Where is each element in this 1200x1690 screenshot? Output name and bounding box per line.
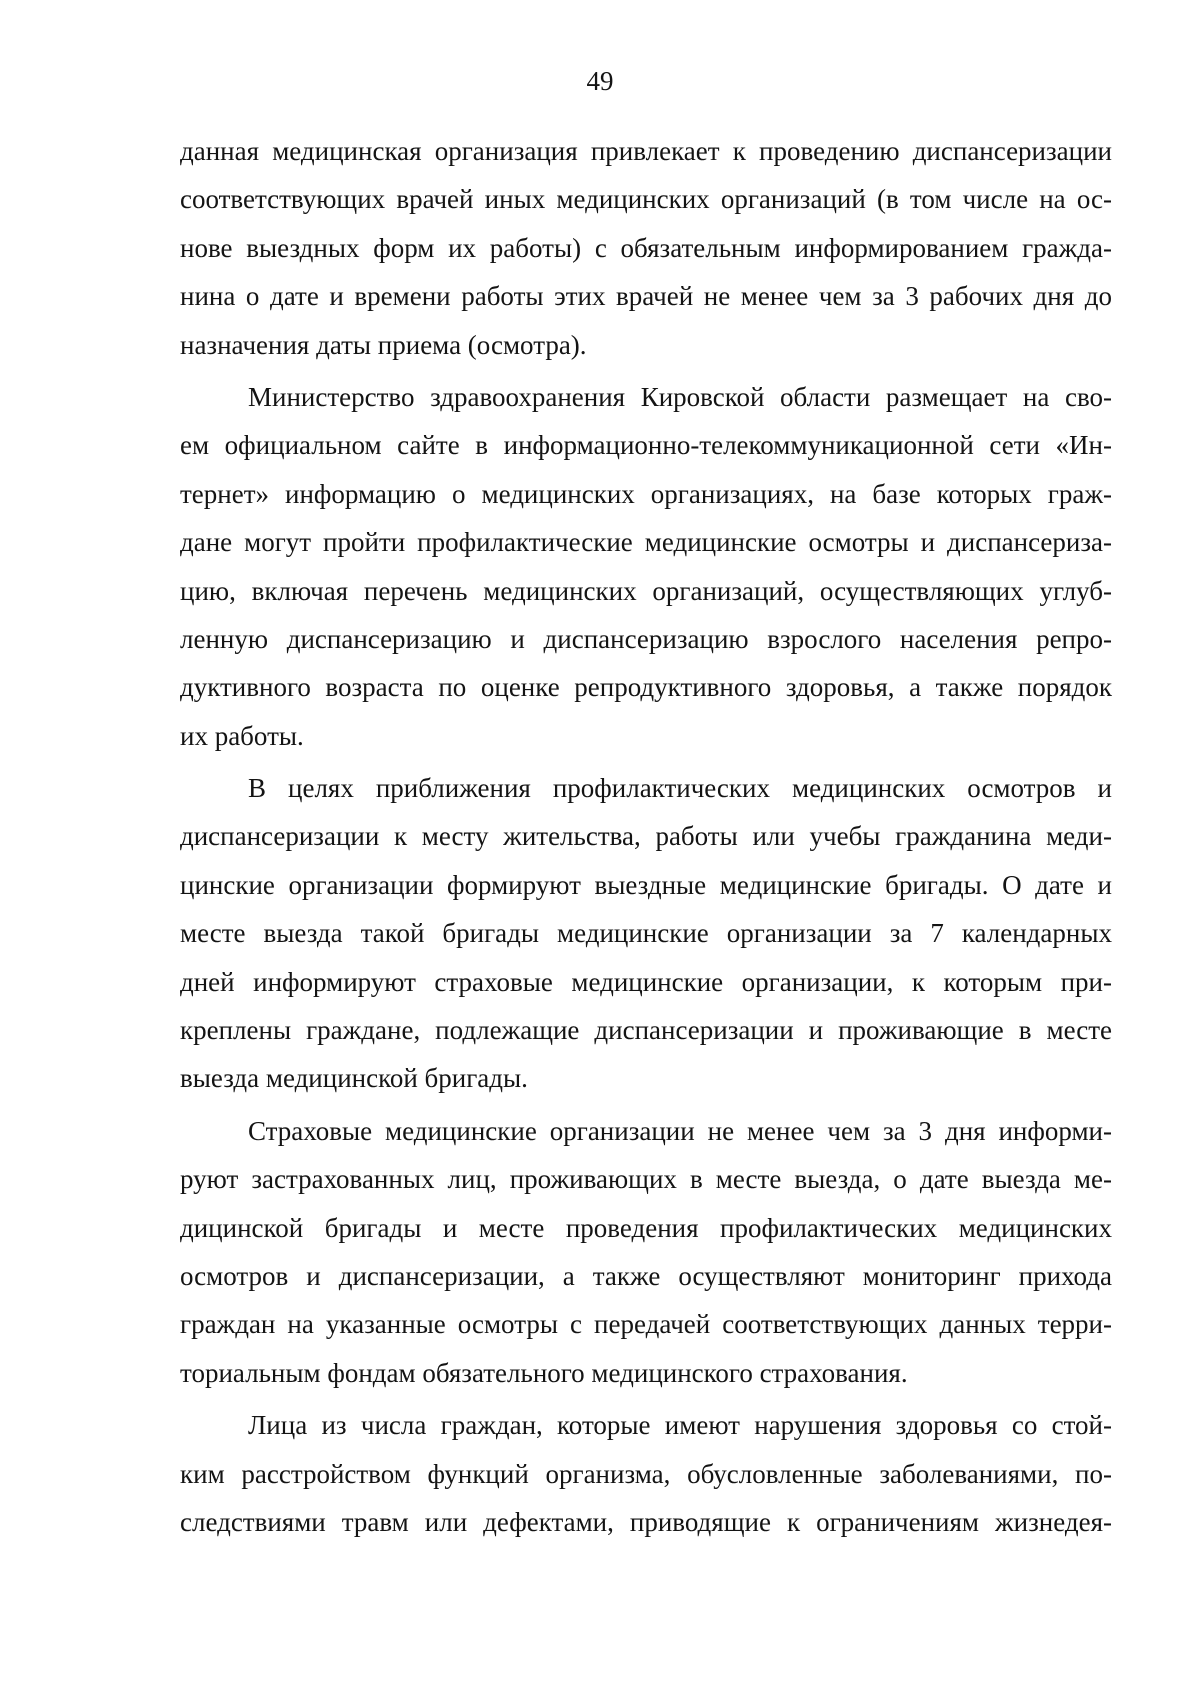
text-line: Страховые медицинские организации не менее чем за 3 дня информи- [248, 1115, 1112, 1146]
text-line: данная медицинская организация привлекает к проведению диспансеризации [180, 136, 1112, 166]
paragraph-4 [180, 1107, 1112, 1397]
paragraph-5 [180, 1401, 1112, 1546]
text-line: осмотров и диспансеризации, а также осуществляют мониторинг прихода [180, 1260, 1112, 1291]
text-line: Министерство здравоохранения Кировской области размещает на сво- [248, 381, 1112, 412]
text-line: дуктивного возраста по оценке репродуктивного здоровья, а также порядок [180, 672, 1112, 703]
paragraph-2 [180, 373, 1112, 760]
page-number: 49 [586, 66, 614, 96]
text-line: месте выезда такой бригады медицинские организации за 7 календарных [180, 918, 1112, 949]
text-line: диспансеризации к месту жительства, работы или учебы гражданина меди- [180, 821, 1112, 852]
text-line: их работы. [180, 720, 304, 751]
text-line: ториальным фондам обязательного медицинского страхования. [180, 1357, 908, 1388]
text-line: цию, включая перечень медицинских организаций, осуществляющих углуб- [180, 575, 1112, 606]
text-line: назначения даты приема (осмотра). [180, 329, 587, 360]
text-line: В целях приближения профилактических медицинских осмотров и [248, 773, 1112, 804]
text-line: ленную диспансеризацию и диспансеризацию взрослого населения репро- [180, 623, 1112, 654]
text-line: нове выездных форм их работы) с обязательным информированием гражда- [180, 232, 1112, 263]
text-line: руют застрахованных лиц, проживающих в месте выезда, о дате выезда ме- [180, 1164, 1112, 1195]
paragraph-3 [180, 764, 1112, 1103]
text-line: цинские организации формируют выездные медицинские бригады. О дате и [180, 869, 1112, 900]
paragraph-1 [180, 127, 1112, 369]
text-line: тернет» информацию о медицинских организациях, на базе которых граж- [180, 478, 1112, 509]
text-line: соответствующих врачей иных медицинских организаций (в том числе на ос- [180, 184, 1112, 215]
text-line: ем официальном сайте в информационно-телекоммуникационной сети «Ин- [180, 430, 1112, 461]
text-line: дане могут пройти профилактические медицинские осмотры и диспансериза- [180, 527, 1112, 558]
text-line: креплены граждане, подлежащие диспансеризации и проживающие в месте [180, 1015, 1112, 1046]
text-line: дней информируют страховые медицинские организации, к которым при- [180, 966, 1112, 997]
text-line: выезда медицинской бригады. [180, 1063, 528, 1094]
text-line: граждан на указанные осмотры с передачей соответствующих данных терри- [180, 1309, 1112, 1340]
text-line: следствиями травм или дефектами, приводящие к ограничениям жизнедея- [180, 1506, 1112, 1537]
text-line: Лица из числа граждан, которые имеют нарушения здоровья со стой- [248, 1410, 1112, 1441]
text-line: дицинской бригады и месте проведения профилактических медицинских [180, 1212, 1112, 1243]
text-line: ким расстройством функций организма, обусловленные заболеваниями, по- [180, 1458, 1112, 1489]
text-line: нина о дате и времени работы этих врачей не менее чем за 3 рабочих дня до [180, 281, 1112, 312]
body-text [180, 127, 1112, 1550]
